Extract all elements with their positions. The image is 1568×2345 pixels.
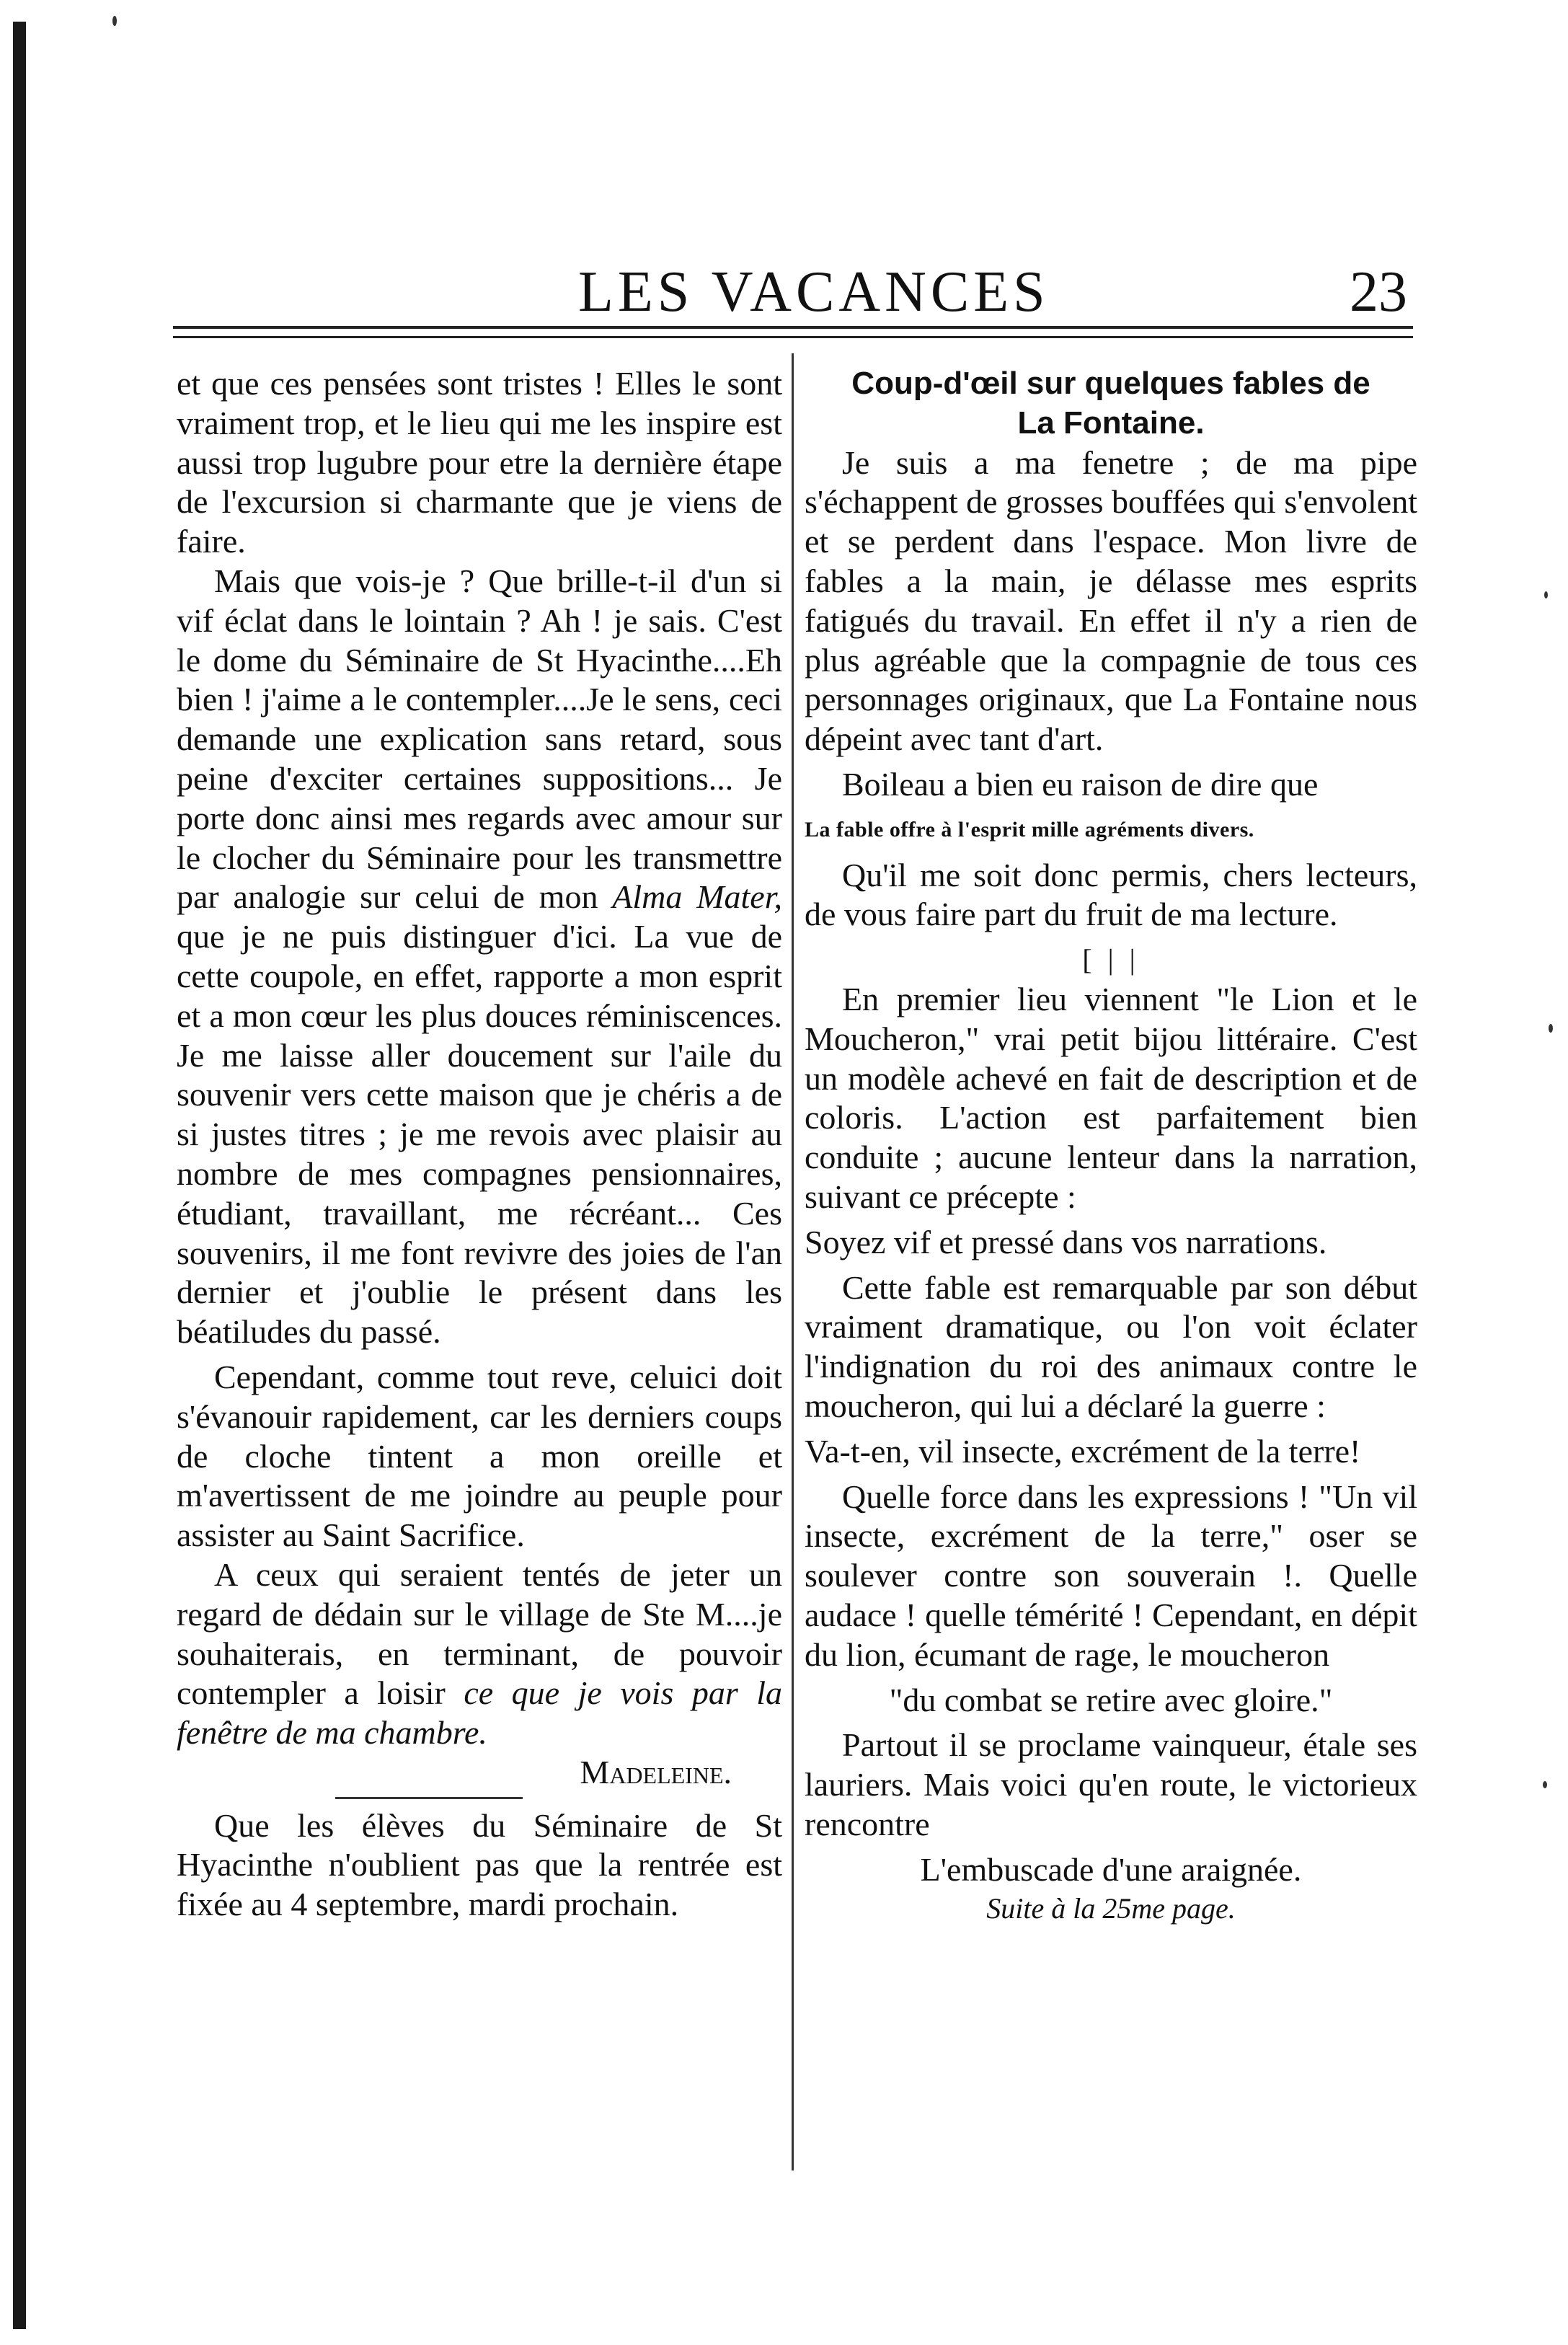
ink-speck	[1549, 1024, 1553, 1033]
ink-speck	[1544, 591, 1548, 599]
column-divider	[792, 353, 794, 2170]
continuation-note: Suite à la 25me page.	[986, 1892, 1236, 1925]
notice-paragraph: Que les élèves du Séminaire de St Hyacinthe n'oublient pas que la rentrée est fixée au 4 septembre, mardi prochain.	[177, 1806, 782, 1923]
header-rule	[173, 326, 1413, 329]
page-number: 23	[1350, 260, 1407, 324]
paragraph: A ceux qui seraient tentés de jeter un regard de dédain sur le village de Ste M....je souhaiterais, en terminant, de pouvoir contempler a loisir ce que je vois par la fenêtre de ma chambre.	[177, 1555, 782, 1752]
verse-quote: "du combat se retire avec gloire."	[889, 1681, 1333, 1718]
verse-quote: Va-t-en, vil insecte, excrément de la terre!	[805, 1432, 1361, 1470]
author-signature: Madeleine.	[580, 1753, 732, 1790]
paragraph: et que ces pensées sont tristes ! Elles le sont vraiment trop, et le lieu qui me les inspire est aussi trop lugubre pour etre la dernière étape de l'excursion si charmante que je viens de faire.	[177, 365, 782, 560]
section-rule	[335, 1797, 523, 1799]
paragraph: Cependant, comme tout reve, celuici doit s'évanouir rapidement, car les derniers coups de cloche tintent a mon oreille et m'avertissent de me joindre au peuple pour assister au Saint Sacrifice.	[177, 1358, 782, 1554]
alma-mater-emphasis: Alma Mater,	[612, 878, 783, 916]
ink-speck	[112, 16, 117, 26]
paragraph: Qu'il me soit donc permis, chers lecteurs, de vous faire part du fruit de ma lecture.	[805, 856, 1417, 933]
closing-emphasis: ce que je vois par la fenêtre de ma chambre.	[177, 1674, 782, 1752]
ink-speck	[1543, 1781, 1547, 1788]
paragraph: Partout il se proclame vainqueur, étale ses lauriers. Mais voici qu'en route, le victorieux rencontre	[805, 1726, 1417, 1842]
page-header	[167, 245, 1407, 332]
running-title: LES VACANCES	[578, 260, 1050, 324]
section-separator: [ | |	[1082, 943, 1140, 976]
verse-quote: L'embuscade d'une araignée.	[920, 1850, 1302, 1888]
article-heading: Coup-d'œil sur quelques fables de	[851, 366, 1370, 401]
paragraph: Cette fable est remarquable par son début vraiment dramatique, ou l'on voit éclater l'indignation du roi des animaux contre le moucheron, qui lui a déclaré la guerre :	[805, 1268, 1417, 1424]
paragraph: Boileau a bien eu raison de dire que	[842, 765, 1319, 803]
paragraph: Mais que vois-je ? Que brille-t-il d'un si vif éclat dans le lointain ? Ah ! je sais. C'est le dome du Séminaire de St Hyacinthe....Eh bien ! j'aime a le contempler....Je le sens, ceci demande une explication sans retard, sous peine d'exciter certaines suppositions... Je porte donc ainsi mes regards avec amour sur le clocher du Séminaire pour les transmettre par analogie sur celui de mon Alma Mater, que je ne puis distinguer d'ici. La vue de cette coupole, en effet, rapporte a mon esprit et a mon cœur les plus douces réminiscences. Je me laisse aller doucement sur l'aile du souvenir vers cette maison que je chéris a de si justes titres ; je me revois avec plaisir au nombre de mes compagnes pensionnaires, étudiant, travaillant, me récréant... Ces souvenirs, il me font revivre des joies de l'an dernier et j'oublie le présent dans les béatiludes du passé.	[177, 562, 783, 1351]
paragraph: En premier lieu viennent "le Lion et le Moucheron," vrai petit bijou littéraire. C'est un modèle achevé en fait de description et de coloris. L'action est parfaitement bien conduite ; aucune lenteur dans la narration, suivant ce précepte :	[805, 980, 1417, 1215]
verse-quote: La fable offre à l'esprit mille agréments divers.	[805, 817, 1254, 842]
paragraph: Je suis a ma fenetre ; de ma pipe s'échappent de grosses bouffées qui s'envolent et se perdent dans l'espace. Mon livre de fables a la main, je délasse mes esprits fatigués du travail. En effet il n'y a rien de plus agréable que la compagnie de tous ces personnages originaux, que La Fontaine nous dépeint avec tant d'art.	[805, 443, 1417, 758]
article-heading-line2: La Fontaine.	[1017, 405, 1205, 441]
left-column	[177, 364, 782, 1925]
page-binding-edge	[13, 22, 26, 2329]
paragraph: Quelle force dans les expressions ! "Un vil insecte, excrément de la terre," oser se soulever contre son souverain !. Quelle audace ! quelle témérité ! Cependant, en dépit du lion, écumant de rage, le moucheron	[805, 1478, 1417, 1673]
verse-quote: Soyez vif et pressé dans vos narrations.	[805, 1223, 1327, 1260]
right-column	[805, 364, 1417, 1929]
header-rule	[173, 336, 1413, 338]
